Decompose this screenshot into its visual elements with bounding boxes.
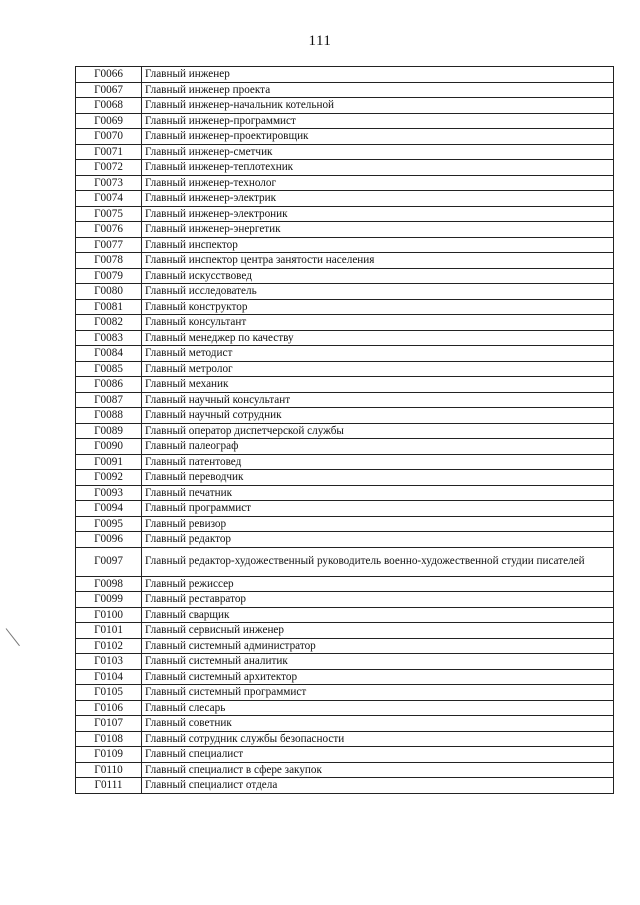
occupation-name: Главный оператор диспетчерской службы bbox=[142, 423, 614, 439]
occupation-name: Главный инженер-начальник котельной bbox=[142, 98, 614, 114]
occupation-name: Главный реставратор bbox=[142, 592, 614, 608]
occupation-code: Г0077 bbox=[76, 237, 142, 253]
table-row bbox=[76, 501, 614, 517]
occupation-code: Г0089 bbox=[76, 423, 142, 439]
table-row bbox=[76, 315, 614, 331]
occupation-code: Г0068 bbox=[76, 98, 142, 114]
table-row bbox=[76, 361, 614, 377]
table-row bbox=[76, 747, 614, 763]
occupation-code: Г0101 bbox=[76, 623, 142, 639]
occupation-code: Г0071 bbox=[76, 144, 142, 160]
occupation-code: Г0073 bbox=[76, 175, 142, 191]
occupation-code: Г0095 bbox=[76, 516, 142, 532]
occupation-name: Главный инженер-технолог bbox=[142, 175, 614, 191]
table-row bbox=[76, 532, 614, 548]
occupation-code: Г0100 bbox=[76, 607, 142, 623]
occupation-code: Г0107 bbox=[76, 716, 142, 732]
table-row bbox=[76, 516, 614, 532]
occupation-code: Г0083 bbox=[76, 330, 142, 346]
table-row bbox=[76, 268, 614, 284]
occupation-name: Главный инспектор bbox=[142, 237, 614, 253]
occupation-code: Г0106 bbox=[76, 700, 142, 716]
occupation-name: Главный системный программист bbox=[142, 685, 614, 701]
table-row bbox=[76, 731, 614, 747]
table-row bbox=[76, 669, 614, 685]
table-row bbox=[76, 237, 614, 253]
table-row bbox=[76, 454, 614, 470]
occupation-name: Главный инженер-энергетик bbox=[142, 222, 614, 238]
occupation-code: Г0103 bbox=[76, 654, 142, 670]
table-row bbox=[76, 346, 614, 362]
table-row bbox=[76, 67, 614, 83]
occupation-name: Главный режиссер bbox=[142, 576, 614, 592]
occupation-code: Г0094 bbox=[76, 501, 142, 517]
occupation-name: Главный инженер-проектировщик bbox=[142, 129, 614, 145]
occupation-name: Главный системный администратор bbox=[142, 638, 614, 654]
occupation-name: Главный инженер-электрик bbox=[142, 191, 614, 207]
table-row bbox=[76, 144, 614, 160]
occupation-code: Г0069 bbox=[76, 113, 142, 129]
occupation-name: Главный инженер-программист bbox=[142, 113, 614, 129]
occupation-name: Главный переводчик bbox=[142, 470, 614, 486]
occupation-name: Главный методист bbox=[142, 346, 614, 362]
table-row bbox=[76, 408, 614, 424]
occupation-name: Главный инженер bbox=[142, 67, 614, 83]
table-row bbox=[76, 592, 614, 608]
occupation-code: Г0066 bbox=[76, 67, 142, 83]
page-number: 111 bbox=[308, 33, 332, 49]
occupation-name: Главный научный консультант bbox=[142, 392, 614, 408]
table-row bbox=[76, 778, 614, 794]
occupation-name: Главный ревизор bbox=[142, 516, 614, 532]
table-row bbox=[76, 206, 614, 222]
occupation-name: Главный инженер-теплотехник bbox=[142, 160, 614, 176]
occupation-code: Г0109 bbox=[76, 747, 142, 763]
table-row bbox=[76, 113, 614, 129]
table-row bbox=[76, 284, 614, 300]
occupation-code: Г0110 bbox=[76, 762, 142, 778]
occupation-name: Главный палеограф bbox=[142, 439, 614, 455]
occupation-name: Главный инженер проекта bbox=[142, 82, 614, 98]
occupation-code: Г0075 bbox=[76, 206, 142, 222]
table-row bbox=[76, 485, 614, 501]
occupation-name: Главный сотрудник службы безопасности bbox=[142, 731, 614, 747]
occupation-code: Г0104 bbox=[76, 669, 142, 685]
occupation-code: Г0091 bbox=[76, 454, 142, 470]
occupation-codes-table bbox=[75, 66, 614, 794]
occupation-name: Главный менеджер по качеству bbox=[142, 330, 614, 346]
occupation-name: Главный специалист отдела bbox=[142, 778, 614, 794]
table-row bbox=[76, 377, 614, 393]
occupation-name: Главный научный сотрудник bbox=[142, 408, 614, 424]
table-row bbox=[76, 423, 614, 439]
occupation-code: Г0086 bbox=[76, 377, 142, 393]
occupation-code: Г0090 bbox=[76, 439, 142, 455]
occupation-code: Г0080 bbox=[76, 284, 142, 300]
occupation-code: Г0078 bbox=[76, 253, 142, 269]
occupation-code: Г0096 bbox=[76, 532, 142, 548]
table-row bbox=[76, 330, 614, 346]
occupation-code: Г0082 bbox=[76, 315, 142, 331]
table-row bbox=[76, 222, 614, 238]
occupation-code: Г0102 bbox=[76, 638, 142, 654]
occupation-code: Г0111 bbox=[76, 778, 142, 794]
table-row bbox=[76, 160, 614, 176]
occupation-name: Главный патентовед bbox=[142, 454, 614, 470]
occupation-name: Главный редактор bbox=[142, 532, 614, 548]
occupation-code: Г0070 bbox=[76, 129, 142, 145]
occupation-code: Г0088 bbox=[76, 408, 142, 424]
occupation-name: Главный системный архитектор bbox=[142, 669, 614, 685]
occupation-code: Г0087 bbox=[76, 392, 142, 408]
table-body bbox=[76, 67, 614, 794]
occupation-name: Главный конструктор bbox=[142, 299, 614, 315]
occupation-name: Главный слесарь bbox=[142, 700, 614, 716]
table-row bbox=[76, 700, 614, 716]
occupation-code: Г0092 bbox=[76, 470, 142, 486]
occupation-name: Главный советник bbox=[142, 716, 614, 732]
occupation-code: Г0108 bbox=[76, 731, 142, 747]
table-row bbox=[76, 129, 614, 145]
table-row bbox=[76, 547, 614, 576]
occupation-code: Г0097 bbox=[76, 547, 142, 576]
occupation-name: Главный системный аналитик bbox=[142, 654, 614, 670]
table-row bbox=[76, 576, 614, 592]
occupation-code: Г0093 bbox=[76, 485, 142, 501]
table-row bbox=[76, 716, 614, 732]
occupation-name: Главный инженер-электроник bbox=[142, 206, 614, 222]
occupation-name: Главный механик bbox=[142, 377, 614, 393]
occupation-name: Главный инспектор центра занятости населения bbox=[142, 253, 614, 269]
table-row bbox=[76, 82, 614, 98]
table-row bbox=[76, 98, 614, 114]
table-row bbox=[76, 607, 614, 623]
occupation-name: Главный сервисный инженер bbox=[142, 623, 614, 639]
table-row bbox=[76, 762, 614, 778]
occupation-name: Главный сварщик bbox=[142, 607, 614, 623]
occupation-code: Г0081 bbox=[76, 299, 142, 315]
occupation-name: Главный специалист bbox=[142, 747, 614, 763]
table-row bbox=[76, 638, 614, 654]
occupation-code: Г0067 bbox=[76, 82, 142, 98]
table-row bbox=[76, 685, 614, 701]
table-row bbox=[76, 253, 614, 269]
table-row bbox=[76, 654, 614, 670]
occupation-code: Г0074 bbox=[76, 191, 142, 207]
occupation-code: Г0076 bbox=[76, 222, 142, 238]
occupation-code: Г0079 bbox=[76, 268, 142, 284]
occupation-code: Г0099 bbox=[76, 592, 142, 608]
occupation-code: Г0084 bbox=[76, 346, 142, 362]
occupation-name: Главный искусствовед bbox=[142, 268, 614, 284]
table-row bbox=[76, 470, 614, 486]
occupation-name: Главный консультант bbox=[142, 315, 614, 331]
occupation-code: Г0085 bbox=[76, 361, 142, 377]
occupation-code: Г0105 bbox=[76, 685, 142, 701]
scan-artifact-mark bbox=[6, 628, 20, 646]
occupation-code: Г0098 bbox=[76, 576, 142, 592]
table-row bbox=[76, 299, 614, 315]
occupation-code: Г0072 bbox=[76, 160, 142, 176]
occupation-name: Главный исследователь bbox=[142, 284, 614, 300]
table-row bbox=[76, 439, 614, 455]
occupation-name: Главный программист bbox=[142, 501, 614, 517]
occupation-name: Главный специалист в сфере закупок bbox=[142, 762, 614, 778]
occupation-name: Главный инженер-сметчик bbox=[142, 144, 614, 160]
occupation-name: Главный печатник bbox=[142, 485, 614, 501]
occupation-name: Главный метролог bbox=[142, 361, 614, 377]
table-row bbox=[76, 175, 614, 191]
table-row bbox=[76, 191, 614, 207]
table-row bbox=[76, 392, 614, 408]
occupation-name: Главный редактор-художественный руководитель военно-художественной студии писателей bbox=[142, 547, 614, 576]
table-row bbox=[76, 623, 614, 639]
